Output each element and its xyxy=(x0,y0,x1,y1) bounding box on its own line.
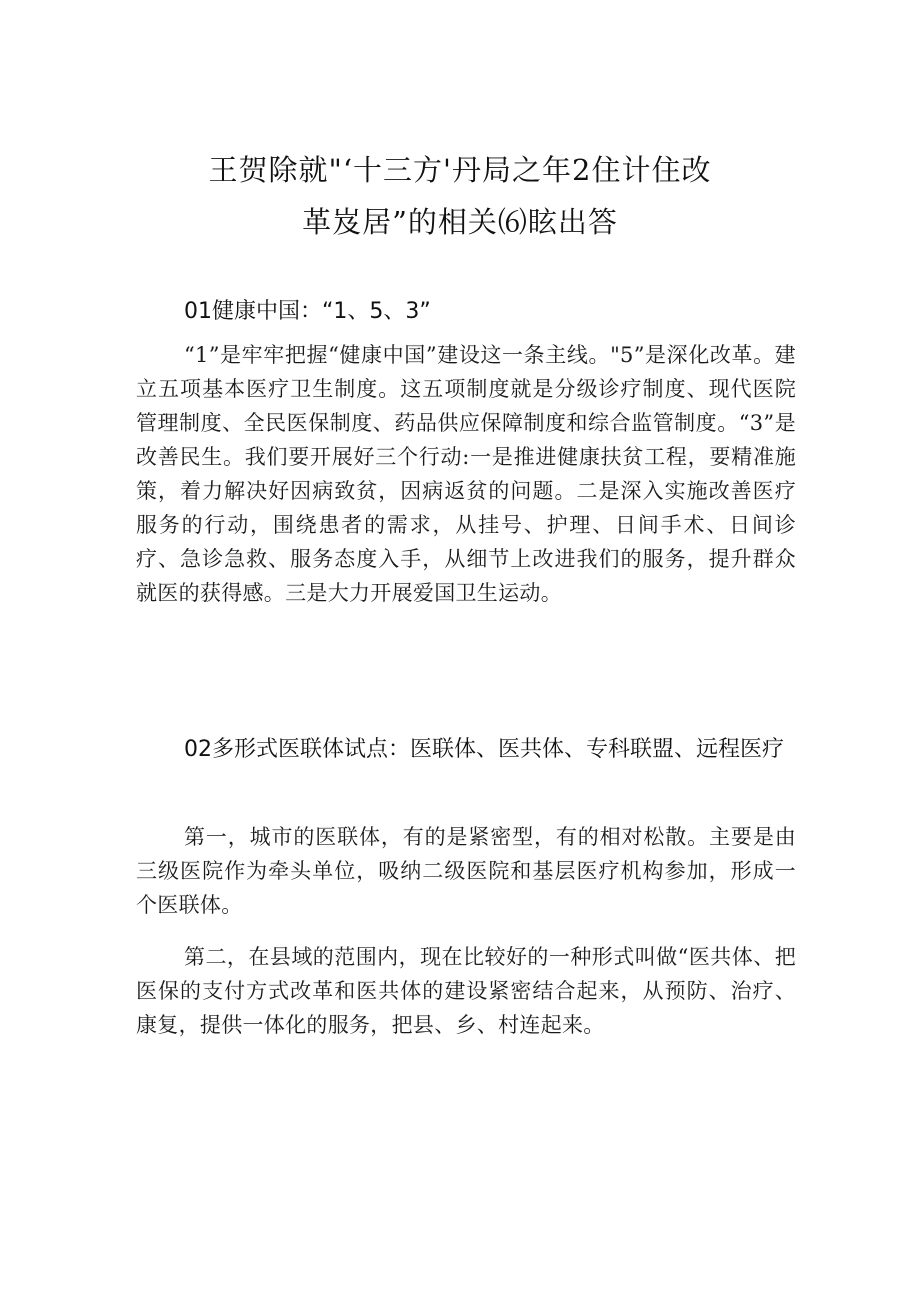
document-title-line-1: 王贺除就"‘十三方'丹局之年2住计住改 xyxy=(208,153,712,187)
section-paragraph: 第二，在县域的范围内，现在比较好的一种形式叫做“医共体、把医保的支付方式改革和医共体的建设紧密结合起来，从预防、治疗、康复，提供一体化的服务，把县、乡、村连起来。 xyxy=(136,945,796,1037)
section-paragraph: “1”是牢牢把握“健康中国”建设这一条主线。"5”是深化改革。建立五项基本医疗卫生制度。这五项制度就是分级诊疗制度、现代医院管理制度、全民医保制度、药品供应保障制度和综合监管制度。“3”是改善民生。我们要开展好三个行动:一是推进健康扶贫工程，要精准施策，着力解决好因病致贫，因病返贫的问题。二是深入实施改善医疗服务的行动，围绕患者的需求，从挂号、护理、日间手术、日间诊疗、急诊急救、服务态度入手，从细节上改进我们的服务，提升群众就医的获得感。三是大力开展爱国卫生运动。 xyxy=(136,343,796,605)
section-heading-health-china: 01健康中国：“1、5、3” xyxy=(184,299,431,324)
section-paragraph: 第一，城市的医联体，有的是紧密型，有的相对松散。主要是由三级医院作为牵头单位，吸纳二级医院和基层医疗机构参加，形成一个医联体。 xyxy=(136,825,796,917)
document-title-line-2: 革岌居”的相关⑹眩出答 xyxy=(302,205,618,239)
section-heading-medical-alliance: 02多形式医联体试点：医联体、医共体、专科联盟、远程医疗 xyxy=(184,737,784,762)
